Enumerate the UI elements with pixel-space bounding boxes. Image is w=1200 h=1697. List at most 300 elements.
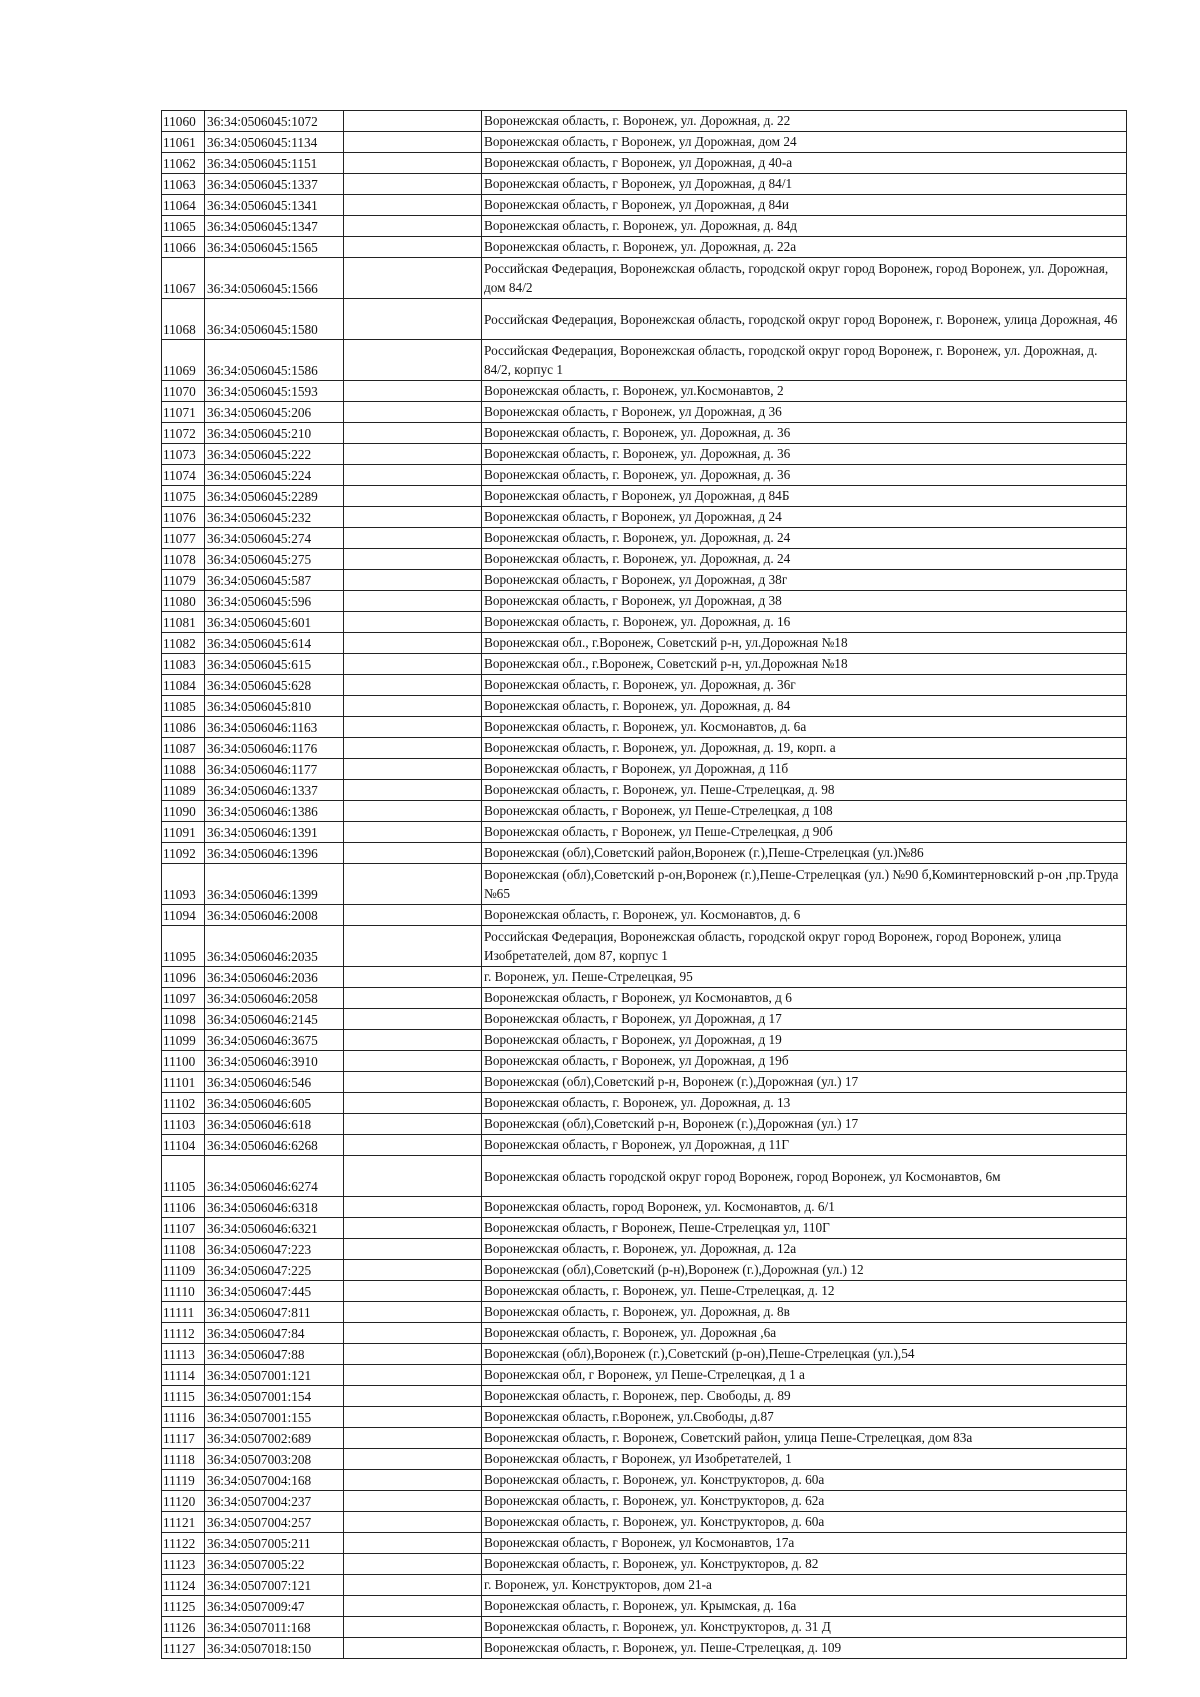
empty-cell bbox=[344, 905, 482, 926]
row-number-cell: 11119 bbox=[162, 1470, 205, 1491]
cadastral-number-cell: 36:34:0506046:2035 bbox=[205, 926, 344, 967]
row-number-cell: 11061 bbox=[162, 132, 205, 153]
address-cell: Воронежская область, г Воронеж, ул Изобретателей, 1 bbox=[482, 1449, 1127, 1470]
row-number-cell: 11070 bbox=[162, 381, 205, 402]
table-row bbox=[162, 1386, 1127, 1407]
address-cell: Воронежская область, г. Воронеж, ул. Конструкторов, д. 60а bbox=[482, 1512, 1127, 1533]
row-number-cell: 11122 bbox=[162, 1533, 205, 1554]
empty-cell bbox=[344, 1449, 482, 1470]
empty-cell bbox=[344, 1365, 482, 1386]
cadastral-number-cell: 36:34:0507004:237 bbox=[205, 1491, 344, 1512]
address-cell: Воронежская обл., г.Воронеж, Советский р-н, ул.Дорожная №18 bbox=[482, 654, 1127, 675]
row-number-cell: 11080 bbox=[162, 591, 205, 612]
cadastral-number-cell: 36:34:0506045:1134 bbox=[205, 132, 344, 153]
table-row bbox=[162, 1428, 1127, 1449]
row-number-cell: 11117 bbox=[162, 1428, 205, 1449]
cadastral-number-cell: 36:34:0506045:224 bbox=[205, 465, 344, 486]
row-number-cell: 11085 bbox=[162, 696, 205, 717]
empty-cell bbox=[344, 528, 482, 549]
cadastral-number-cell: 36:34:0507005:211 bbox=[205, 1533, 344, 1554]
row-number-cell: 11068 bbox=[162, 299, 205, 340]
table-row bbox=[162, 1030, 1127, 1051]
row-number-cell: 11074 bbox=[162, 465, 205, 486]
row-number-cell: 11108 bbox=[162, 1239, 205, 1260]
address-cell: Воронежская область, г. Воронеж, ул. Дорожная, д. 36г bbox=[482, 675, 1127, 696]
row-number-cell: 11072 bbox=[162, 423, 205, 444]
empty-cell bbox=[344, 1302, 482, 1323]
address-cell: Воронежская область, г. Воронеж, ул. Дорожная, д. 84 bbox=[482, 696, 1127, 717]
empty-cell bbox=[344, 132, 482, 153]
address-cell: Воронежская (обл),Советский район,Воронеж (г.),Пеше-Стрелецкая (ул.)№86 bbox=[482, 843, 1127, 864]
address-cell: Воронежская область, г Воронеж, ул Дорожная, д 24 bbox=[482, 507, 1127, 528]
row-number-cell: 11126 bbox=[162, 1617, 205, 1638]
cadastral-number-cell: 36:34:0506045:615 bbox=[205, 654, 344, 675]
row-number-cell: 11078 bbox=[162, 549, 205, 570]
cadastral-number-cell: 36:34:0506046:1163 bbox=[205, 717, 344, 738]
row-number-cell: 11120 bbox=[162, 1491, 205, 1512]
table-row bbox=[162, 1114, 1127, 1135]
row-number-cell: 11115 bbox=[162, 1386, 205, 1407]
address-cell: Воронежская область, г Воронеж, ул Дорожная, д 11б bbox=[482, 759, 1127, 780]
address-cell: Воронежская область, г. Воронеж, Советский район, улица Пеше-Стрелецкая, дом 83а bbox=[482, 1428, 1127, 1449]
empty-cell bbox=[344, 237, 482, 258]
row-number-cell: 11086 bbox=[162, 717, 205, 738]
empty-cell bbox=[344, 633, 482, 654]
row-number-cell: 11105 bbox=[162, 1156, 205, 1197]
row-number-cell: 11063 bbox=[162, 174, 205, 195]
row-number-cell: 11084 bbox=[162, 675, 205, 696]
table-row bbox=[162, 1135, 1127, 1156]
cadastral-number-cell: 36:34:0506047:225 bbox=[205, 1260, 344, 1281]
empty-cell bbox=[344, 1197, 482, 1218]
cadastral-number-cell: 36:34:0506046:1337 bbox=[205, 780, 344, 801]
table-row bbox=[162, 1218, 1127, 1239]
table-row bbox=[162, 1449, 1127, 1470]
cadastral-number-cell: 36:34:0507004:168 bbox=[205, 1470, 344, 1491]
row-number-cell: 11118 bbox=[162, 1449, 205, 1470]
address-cell: Воронежская обл, г Воронеж, ул Пеше-Стрелецкая, д 1 а bbox=[482, 1365, 1127, 1386]
cadastral-number-cell: 36:34:0506045:1341 bbox=[205, 195, 344, 216]
empty-cell bbox=[344, 507, 482, 528]
row-number-cell: 11095 bbox=[162, 926, 205, 967]
table-row bbox=[162, 926, 1127, 967]
empty-cell bbox=[344, 1407, 482, 1428]
table-row bbox=[162, 759, 1127, 780]
empty-cell bbox=[344, 675, 482, 696]
table-row bbox=[162, 1072, 1127, 1093]
row-number-cell: 11064 bbox=[162, 195, 205, 216]
address-cell: Воронежская область, г. Воронеж, ул. Дорожная, д. 12а bbox=[482, 1239, 1127, 1260]
empty-cell bbox=[344, 1596, 482, 1617]
table-row bbox=[162, 864, 1127, 905]
table-row bbox=[162, 1051, 1127, 1072]
cadastral-number-cell: 36:34:0506047:811 bbox=[205, 1302, 344, 1323]
table-row bbox=[162, 549, 1127, 570]
row-number-cell: 11121 bbox=[162, 1512, 205, 1533]
cadastral-number-cell: 36:34:0506046:6274 bbox=[205, 1156, 344, 1197]
address-cell: Воронежская область, город Воронеж, ул. Космонавтов, д. 6/1 bbox=[482, 1197, 1127, 1218]
row-number-cell: 11102 bbox=[162, 1093, 205, 1114]
address-cell: Воронежская обл., г.Воронеж, Советский р-н, ул.Дорожная №18 bbox=[482, 633, 1127, 654]
address-cell: Воронежская область, г. Воронеж, ул. Дорожная, д. 36 bbox=[482, 444, 1127, 465]
address-cell: Воронежская область, г. Воронеж, ул.Космонавтов, 2 bbox=[482, 381, 1127, 402]
row-number-cell: 11076 bbox=[162, 507, 205, 528]
cadastral-number-cell: 36:34:0506045:628 bbox=[205, 675, 344, 696]
address-cell: Воронежская область, г. Воронеж, ул. Дорожная, д. 84д bbox=[482, 216, 1127, 237]
address-cell: Российская Федерация, Воронежская область, городской округ город Воронеж, г. Воронеж, ул. Дорожная, д. 84/2, корпус 1 bbox=[482, 340, 1127, 381]
table-row bbox=[162, 216, 1127, 237]
cadastral-number-cell: 36:34:0507009:47 bbox=[205, 1596, 344, 1617]
row-number-cell: 11069 bbox=[162, 340, 205, 381]
address-cell: Воронежская область, г Воронеж, ул Пеше-Стрелецкая, д 108 bbox=[482, 801, 1127, 822]
address-cell: Воронежская область, г. Воронеж, ул. Дорожная, д. 24 bbox=[482, 528, 1127, 549]
cadastral-number-cell: 36:34:0506045:1565 bbox=[205, 237, 344, 258]
row-number-cell: 11071 bbox=[162, 402, 205, 423]
cadastral-number-cell: 36:34:0506046:618 bbox=[205, 1114, 344, 1135]
table-row bbox=[162, 486, 1127, 507]
address-cell: Воронежская область, г Воронеж, ул Дорожная, д 19б bbox=[482, 1051, 1127, 1072]
address-cell: Воронежская область, г Воронеж, ул Дорожная, д 38 bbox=[482, 591, 1127, 612]
table-row bbox=[162, 967, 1127, 988]
row-number-cell: 11107 bbox=[162, 1218, 205, 1239]
cadastral-number-cell: 36:34:0506045:232 bbox=[205, 507, 344, 528]
table-row bbox=[162, 570, 1127, 591]
table-row bbox=[162, 1554, 1127, 1575]
table-row bbox=[162, 612, 1127, 633]
row-number-cell: 11098 bbox=[162, 1009, 205, 1030]
address-cell: Воронежская область, г. Воронеж, ул. Дорожная, д. 19, корп. а bbox=[482, 738, 1127, 759]
address-cell: Воронежская область городской округ город Воронеж, город Воронеж, ул Космонавтов, 6м bbox=[482, 1156, 1127, 1197]
empty-cell bbox=[344, 843, 482, 864]
address-cell: Воронежская область, г Воронеж, Пеше-Стрелецкая ул, 110Г bbox=[482, 1218, 1127, 1239]
empty-cell bbox=[344, 1156, 482, 1197]
cadastral-number-cell: 36:34:0506045:222 bbox=[205, 444, 344, 465]
row-number-cell: 11077 bbox=[162, 528, 205, 549]
table-row bbox=[162, 1491, 1127, 1512]
address-cell: Воронежская область, г Воронеж, ул Дорожная, д 84Б bbox=[482, 486, 1127, 507]
empty-cell bbox=[344, 153, 482, 174]
cadastral-number-cell: 36:34:0506045:1151 bbox=[205, 153, 344, 174]
address-cell: Воронежская область, г.Воронеж, ул.Свободы, д.87 bbox=[482, 1407, 1127, 1428]
cadastral-number-cell: 36:34:0507004:257 bbox=[205, 1512, 344, 1533]
table-row bbox=[162, 1281, 1127, 1302]
address-cell: Воронежская область, г. Воронеж, ул. Конструкторов, д. 62а bbox=[482, 1491, 1127, 1512]
empty-cell bbox=[344, 780, 482, 801]
table-row bbox=[162, 654, 1127, 675]
address-cell: Воронежская область, г. Воронеж, ул. Дорожная, д. 8в bbox=[482, 1302, 1127, 1323]
empty-cell bbox=[344, 1009, 482, 1030]
address-cell: Воронежская область, г Воронеж, ул Дорожная, д 40-а bbox=[482, 153, 1127, 174]
address-cell: Воронежская область, г. Воронеж, ул. Дорожная, д. 13 bbox=[482, 1093, 1127, 1114]
table-row bbox=[162, 1365, 1127, 1386]
empty-cell bbox=[344, 1114, 482, 1135]
row-number-cell: 11110 bbox=[162, 1281, 205, 1302]
table-row bbox=[162, 402, 1127, 423]
row-number-cell: 11089 bbox=[162, 780, 205, 801]
table-row bbox=[162, 299, 1127, 340]
table-row bbox=[162, 340, 1127, 381]
cadastral-number-cell: 36:34:0506045:1586 bbox=[205, 340, 344, 381]
cadastral-number-cell: 36:34:0506046:1396 bbox=[205, 843, 344, 864]
table-row bbox=[162, 1470, 1127, 1491]
empty-cell bbox=[344, 1386, 482, 1407]
address-cell: Воронежская область, г. Воронеж, ул. Пеше-Стрелецкая, д. 109 bbox=[482, 1638, 1127, 1659]
cadastral-number-cell: 36:34:0506045:601 bbox=[205, 612, 344, 633]
empty-cell bbox=[344, 801, 482, 822]
table-row bbox=[162, 1323, 1127, 1344]
table-row bbox=[162, 843, 1127, 864]
row-number-cell: 11111 bbox=[162, 1302, 205, 1323]
row-number-cell: 11079 bbox=[162, 570, 205, 591]
table-row bbox=[162, 1533, 1127, 1554]
empty-cell bbox=[344, 1239, 482, 1260]
table-row bbox=[162, 195, 1127, 216]
empty-cell bbox=[344, 1428, 482, 1449]
address-cell: Воронежская область, г. Воронеж, ул. Пеше-Стрелецкая, д. 98 bbox=[482, 780, 1127, 801]
table-row bbox=[162, 905, 1127, 926]
table-row bbox=[162, 1197, 1127, 1218]
empty-cell bbox=[344, 216, 482, 237]
row-number-cell: 11097 bbox=[162, 988, 205, 1009]
empty-cell bbox=[344, 988, 482, 1009]
cadastral-number-cell: 36:34:0506046:2145 bbox=[205, 1009, 344, 1030]
table-row bbox=[162, 1407, 1127, 1428]
empty-cell bbox=[344, 1281, 482, 1302]
table-row bbox=[162, 1344, 1127, 1365]
empty-cell bbox=[344, 1533, 482, 1554]
address-cell: Российская Федерация, Воронежская область, городской округ город Воронеж, город Воронеж, ул. Дорожная, дом 84/2 bbox=[482, 258, 1127, 299]
cadastral-number-cell: 36:34:0506045:1347 bbox=[205, 216, 344, 237]
table-row bbox=[162, 423, 1127, 444]
table-row bbox=[162, 822, 1127, 843]
row-number-cell: 11127 bbox=[162, 1638, 205, 1659]
row-number-cell: 11101 bbox=[162, 1072, 205, 1093]
cadastral-number-cell: 36:34:0506047:88 bbox=[205, 1344, 344, 1365]
table-row bbox=[162, 1638, 1127, 1659]
address-cell: Воронежская область, г Воронеж, ул Дорожная, д 19 bbox=[482, 1030, 1127, 1051]
empty-cell bbox=[344, 1135, 482, 1156]
row-number-cell: 11125 bbox=[162, 1596, 205, 1617]
cadastral-number-cell: 36:34:0507001:155 bbox=[205, 1407, 344, 1428]
cadastral-number-cell: 36:34:0507011:168 bbox=[205, 1617, 344, 1638]
empty-cell bbox=[344, 738, 482, 759]
row-number-cell: 11083 bbox=[162, 654, 205, 675]
address-cell: Воронежская область, г. Воронеж, ул. Дорожная, д. 24 bbox=[482, 549, 1127, 570]
address-cell: Воронежская область, г. Воронеж, пер. Свободы, д. 89 bbox=[482, 1386, 1127, 1407]
cadastral-number-cell: 36:34:0506045:1072 bbox=[205, 111, 344, 132]
table-row bbox=[162, 258, 1127, 299]
address-cell: Российская Федерация, Воронежская область, городской округ город Воронеж, город Воронеж, улица Изобретателей, дом 87, корпус 1 bbox=[482, 926, 1127, 967]
table-row bbox=[162, 111, 1127, 132]
address-cell: Воронежская область, г Воронеж, ул Дорожная, д 38г bbox=[482, 570, 1127, 591]
cadastral-number-cell: 36:34:0507018:150 bbox=[205, 1638, 344, 1659]
empty-cell bbox=[344, 1218, 482, 1239]
address-cell: Воронежская область, г. Воронеж, ул. Дорожная, д. 22 bbox=[482, 111, 1127, 132]
cadastral-number-cell: 36:34:0506047:84 bbox=[205, 1323, 344, 1344]
empty-cell bbox=[344, 1260, 482, 1281]
row-number-cell: 11109 bbox=[162, 1260, 205, 1281]
row-number-cell: 11091 bbox=[162, 822, 205, 843]
empty-cell bbox=[344, 444, 482, 465]
address-cell: Воронежская область, г. Воронеж, ул. Космонавтов, д. 6 bbox=[482, 905, 1127, 926]
empty-cell bbox=[344, 926, 482, 967]
empty-cell bbox=[344, 717, 482, 738]
empty-cell bbox=[344, 1617, 482, 1638]
row-number-cell: 11081 bbox=[162, 612, 205, 633]
address-cell: Воронежская (обл),Советский (р-н),Воронеж (г.),Дорожная (ул.) 12 bbox=[482, 1260, 1127, 1281]
empty-cell bbox=[344, 1638, 482, 1659]
address-cell: Воронежская область, г. Воронеж, ул. Крымская, д. 16а bbox=[482, 1596, 1127, 1617]
cadastral-number-cell: 36:34:0506046:1176 bbox=[205, 738, 344, 759]
empty-cell bbox=[344, 1093, 482, 1114]
address-cell: Воронежская (обл),Воронеж (г.),Советский (р-он),Пеше-Стрелецкая (ул.),54 bbox=[482, 1344, 1127, 1365]
table-row bbox=[162, 1009, 1127, 1030]
address-cell: Воронежская область, г. Воронеж, ул. Пеше-Стрелецкая, д. 12 bbox=[482, 1281, 1127, 1302]
row-number-cell: 11124 bbox=[162, 1575, 205, 1596]
empty-cell bbox=[344, 402, 482, 423]
table-row bbox=[162, 1239, 1127, 1260]
row-number-cell: 11100 bbox=[162, 1051, 205, 1072]
cadastral-number-cell: 36:34:0506045:210 bbox=[205, 423, 344, 444]
cadastral-number-cell: 36:34:0506046:1386 bbox=[205, 801, 344, 822]
empty-cell bbox=[344, 759, 482, 780]
address-cell: Воронежская (обл),Советский р-он,Воронеж (г.),Пеше-Стрелецкая (ул.) №90 б,Коминтерновский р-он ,пр.Труда №65 bbox=[482, 864, 1127, 905]
registry-table-body bbox=[162, 111, 1127, 1659]
cadastral-number-cell: 36:34:0506047:223 bbox=[205, 1239, 344, 1260]
empty-cell bbox=[344, 174, 482, 195]
cadastral-number-cell: 36:34:0506045:275 bbox=[205, 549, 344, 570]
address-cell: Воронежская область, г. Воронеж, ул. Конструкторов, д. 82 bbox=[482, 1554, 1127, 1575]
empty-cell bbox=[344, 258, 482, 299]
cadastral-number-cell: 36:34:0506045:587 bbox=[205, 570, 344, 591]
empty-cell bbox=[344, 549, 482, 570]
cadastral-number-cell: 36:34:0506046:1391 bbox=[205, 822, 344, 843]
address-cell: Воронежская область, г Воронеж, ул Дорожная, д 84и bbox=[482, 195, 1127, 216]
table-row bbox=[162, 444, 1127, 465]
row-number-cell: 11067 bbox=[162, 258, 205, 299]
row-number-cell: 11073 bbox=[162, 444, 205, 465]
row-number-cell: 11104 bbox=[162, 1135, 205, 1156]
address-cell: Воронежская область, г Воронеж, ул Дорожная, д 84/1 bbox=[482, 174, 1127, 195]
cadastral-number-cell: 36:34:0506046:6321 bbox=[205, 1218, 344, 1239]
cadastral-number-cell: 36:34:0506045:206 bbox=[205, 402, 344, 423]
row-number-cell: 11116 bbox=[162, 1407, 205, 1428]
table-row bbox=[162, 174, 1127, 195]
table-row bbox=[162, 988, 1127, 1009]
address-cell: Российская Федерация, Воронежская область, городской округ город Воронеж, г. Воронеж, улица Дорожная, 46 bbox=[482, 299, 1127, 340]
empty-cell bbox=[344, 340, 482, 381]
table-row bbox=[162, 675, 1127, 696]
address-cell: Воронежская область, г. Воронеж, ул. Дорожная ,6а bbox=[482, 1323, 1127, 1344]
table-row bbox=[162, 1093, 1127, 1114]
empty-cell bbox=[344, 1344, 482, 1365]
empty-cell bbox=[344, 195, 482, 216]
row-number-cell: 11113 bbox=[162, 1344, 205, 1365]
row-number-cell: 11103 bbox=[162, 1114, 205, 1135]
row-number-cell: 11065 bbox=[162, 216, 205, 237]
empty-cell bbox=[344, 486, 482, 507]
table-row bbox=[162, 1575, 1127, 1596]
cadastral-number-cell: 36:34:0506045:274 bbox=[205, 528, 344, 549]
row-number-cell: 11106 bbox=[162, 1197, 205, 1218]
cadastral-number-cell: 36:34:0506047:445 bbox=[205, 1281, 344, 1302]
row-number-cell: 11088 bbox=[162, 759, 205, 780]
address-cell: Воронежская область, г Воронеж, ул Космонавтов, 17а bbox=[482, 1533, 1127, 1554]
address-cell: Воронежская область, г. Воронеж, ул. Дорожная, д. 36 bbox=[482, 423, 1127, 444]
table-row bbox=[162, 528, 1127, 549]
table-row bbox=[162, 633, 1127, 654]
address-cell: Воронежская (обл),Советский р-н, Воронеж (г.),Дорожная (ул.) 17 bbox=[482, 1114, 1127, 1135]
cadastral-number-cell: 36:34:0507002:689 bbox=[205, 1428, 344, 1449]
address-cell: г. Воронеж, ул. Пеше-Стрелецкая, 95 bbox=[482, 967, 1127, 988]
empty-cell bbox=[344, 654, 482, 675]
empty-cell bbox=[344, 864, 482, 905]
cadastral-number-cell: 36:34:0507001:154 bbox=[205, 1386, 344, 1407]
empty-cell bbox=[344, 696, 482, 717]
cadastral-number-cell: 36:34:0506045:2289 bbox=[205, 486, 344, 507]
cadastral-number-cell: 36:34:0507007:121 bbox=[205, 1575, 344, 1596]
cadastral-number-cell: 36:34:0506046:3675 bbox=[205, 1030, 344, 1051]
table-row bbox=[162, 780, 1127, 801]
cadastral-number-cell: 36:34:0506046:546 bbox=[205, 1072, 344, 1093]
cadastral-number-cell: 36:34:0506046:2008 bbox=[205, 905, 344, 926]
empty-cell bbox=[344, 423, 482, 444]
cadastral-number-cell: 36:34:0506045:614 bbox=[205, 633, 344, 654]
cadastral-number-cell: 36:34:0506045:1566 bbox=[205, 258, 344, 299]
row-number-cell: 11093 bbox=[162, 864, 205, 905]
table-row bbox=[162, 1302, 1127, 1323]
row-number-cell: 11075 bbox=[162, 486, 205, 507]
empty-cell bbox=[344, 612, 482, 633]
row-number-cell: 11123 bbox=[162, 1554, 205, 1575]
empty-cell bbox=[344, 1554, 482, 1575]
cadastral-number-cell: 36:34:0506045:1580 bbox=[205, 299, 344, 340]
empty-cell bbox=[344, 1072, 482, 1093]
table-row bbox=[162, 237, 1127, 258]
empty-cell bbox=[344, 381, 482, 402]
table-row bbox=[162, 801, 1127, 822]
cadastral-number-cell: 36:34:0507001:121 bbox=[205, 1365, 344, 1386]
address-cell: г. Воронеж, ул. Конструкторов, дом 21-а bbox=[482, 1575, 1127, 1596]
row-number-cell: 11082 bbox=[162, 633, 205, 654]
table-row bbox=[162, 1596, 1127, 1617]
cadastral-number-cell: 36:34:0506046:6318 bbox=[205, 1197, 344, 1218]
cadastral-number-cell: 36:34:0506046:605 bbox=[205, 1093, 344, 1114]
address-cell: Воронежская область, г Воронеж, ул Пеше-Стрелецкая, д 90б bbox=[482, 822, 1127, 843]
row-number-cell: 11094 bbox=[162, 905, 205, 926]
empty-cell bbox=[344, 1470, 482, 1491]
empty-cell bbox=[344, 299, 482, 340]
address-cell: Воронежская область, г. Воронеж, ул. Космонавтов, д. 6а bbox=[482, 717, 1127, 738]
table-row bbox=[162, 696, 1127, 717]
empty-cell bbox=[344, 1051, 482, 1072]
cadastral-number-cell: 36:34:0507003:208 bbox=[205, 1449, 344, 1470]
empty-cell bbox=[344, 111, 482, 132]
cadastral-number-cell: 36:34:0506046:3910 bbox=[205, 1051, 344, 1072]
registry-table bbox=[161, 110, 1127, 1659]
empty-cell bbox=[344, 1575, 482, 1596]
empty-cell bbox=[344, 1030, 482, 1051]
empty-cell bbox=[344, 1512, 482, 1533]
empty-cell bbox=[344, 465, 482, 486]
table-row bbox=[162, 1260, 1127, 1281]
row-number-cell: 11060 bbox=[162, 111, 205, 132]
table-row bbox=[162, 1156, 1127, 1197]
address-cell: Воронежская область, г Воронеж, ул Дорожная, дом 24 bbox=[482, 132, 1127, 153]
row-number-cell: 11112 bbox=[162, 1323, 205, 1344]
address-cell: Воронежская область, г. Воронеж, ул. Дорожная, д. 36 bbox=[482, 465, 1127, 486]
cadastral-number-cell: 36:34:0506046:6268 bbox=[205, 1135, 344, 1156]
